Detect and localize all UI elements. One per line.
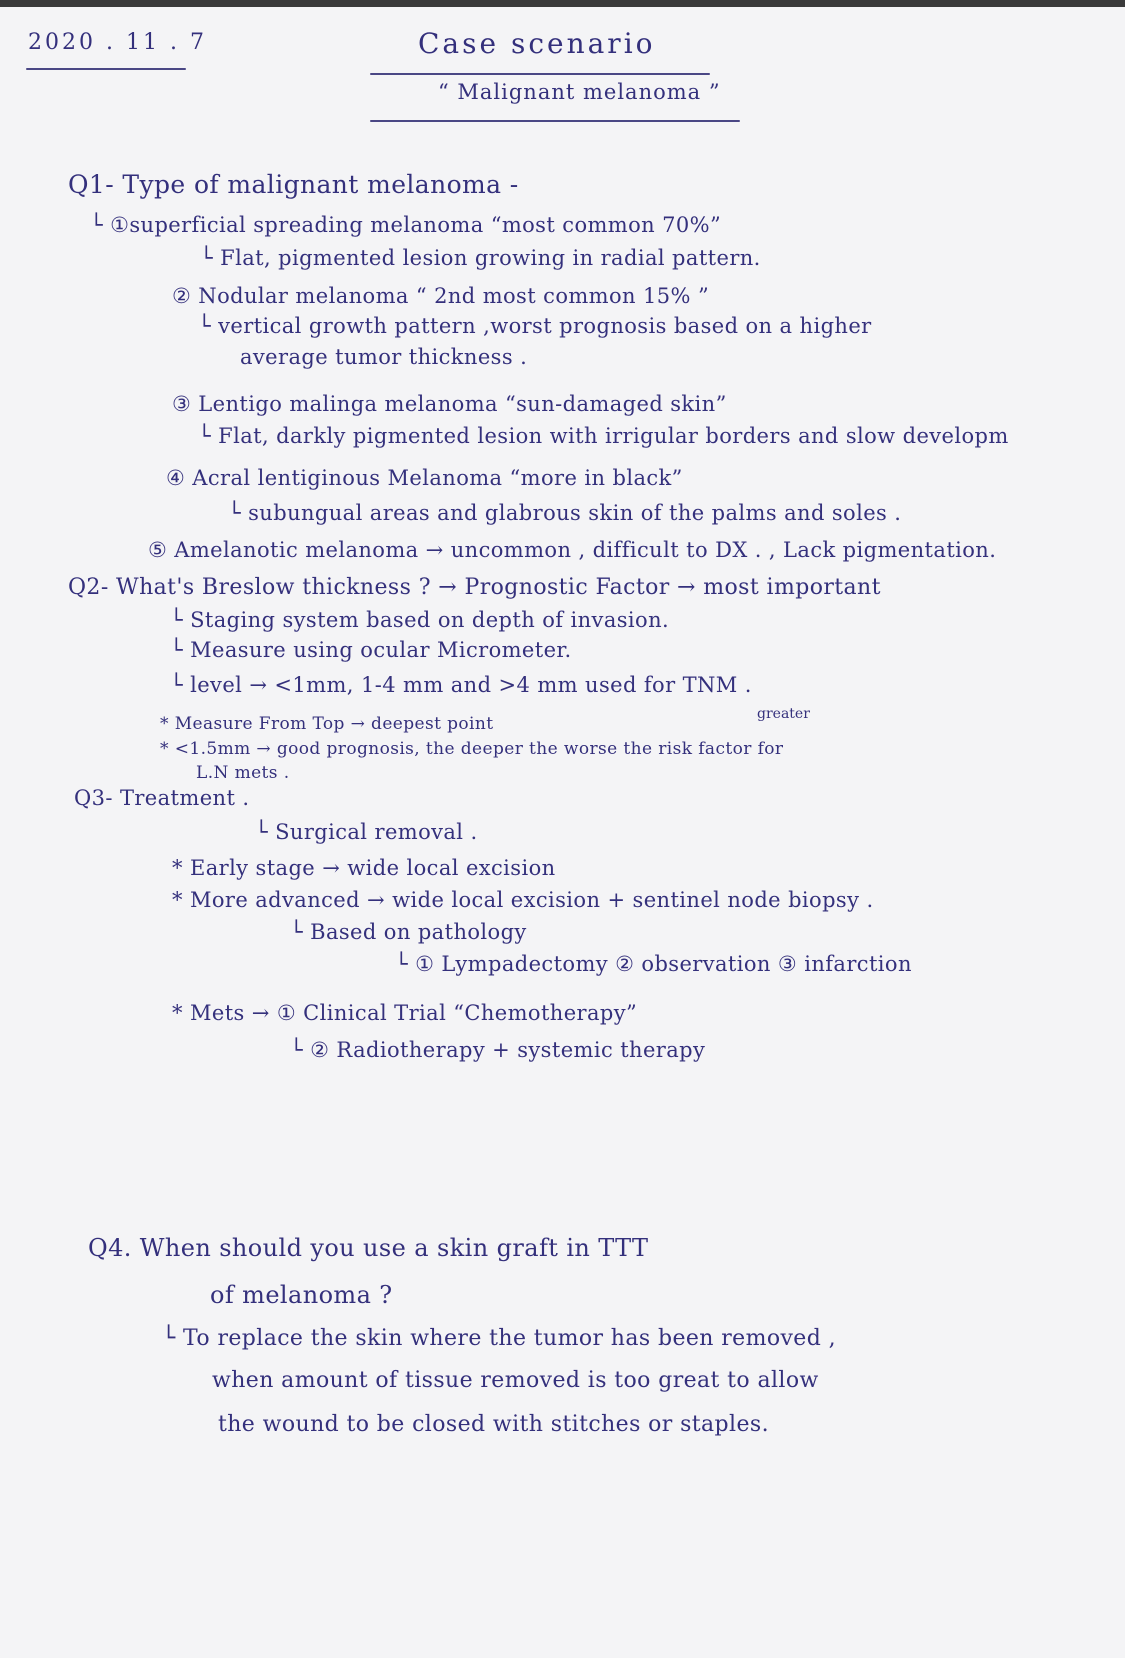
subtitle-underline	[370, 120, 740, 122]
q1-heading: Q1- Type of malignant melanoma -	[68, 170, 519, 199]
q3-line-2: * Early stage → wide local excision	[172, 856, 556, 880]
q4-heading-cont: of melanoma ?	[210, 1281, 393, 1309]
q4-answer-3: the wound to be closed with stitches or staples.	[218, 1412, 769, 1437]
q4-answer-2: when amount of tissue removed is too great to allow	[212, 1368, 819, 1393]
q1-item-4: ④ Acral lentiginous Melanoma “more in black”	[166, 466, 683, 490]
top-edge-bar	[0, 0, 1125, 7]
q1-item-3-detail: └ Flat, darkly pigmented lesion with irrigular borders and slow developm	[198, 424, 1009, 448]
q2-line-5: * <1.5mm → good prognosis, the deeper the worse the risk factor for	[160, 739, 784, 759]
q1-item-1: └ ①superficial spreading melanoma “most common 70%”	[90, 213, 722, 237]
q2-insert-greater: greater	[757, 706, 810, 722]
date-underline	[26, 68, 186, 70]
q2-line-2: └ Measure using ocular Micrometer.	[170, 638, 572, 662]
q1-item-2-detail-cont: average tumor thickness .	[240, 345, 528, 369]
q3-heading: Q3- Treatment .	[74, 786, 250, 810]
q4-heading: Q4. When should you use a skin graft in TTT	[88, 1234, 649, 1262]
q4-answer-1: └ To replace the skin where the tumor has been removed ,	[162, 1326, 836, 1351]
q1-item-5: ⑤ Amelanotic melanoma → uncommon , difficult to DX . , Lack pigmentation.	[148, 538, 997, 562]
q2-line-1: └ Staging system based on depth of invasion.	[170, 608, 670, 632]
q2-heading: Q2- What's Breslow thickness ? → Prognostic Factor → most important	[68, 575, 881, 600]
q2-line-6: L.N mets .	[196, 763, 290, 783]
q1-item-2: ② Nodular melanoma “ 2nd most common 15% ”	[172, 284, 710, 308]
q3-line-3: * More advanced → wide local excision + sentinel node biopsy .	[172, 888, 874, 912]
title-underline	[370, 73, 710, 75]
q1-item-4-detail: └ subungual areas and glabrous skin of the palms and soles .	[228, 501, 902, 525]
q2-line-3: └ level → <1mm, 1-4 mm and >4 mm used for TNM .	[170, 673, 752, 697]
date: 2020 . 11 . 7	[28, 30, 207, 55]
page-title: Case scenario	[418, 27, 656, 60]
q1-item-3: ③ Lentigo malinga melanoma “sun-damaged skin”	[172, 392, 727, 416]
q3-line-7: └ ② Radiotherapy + systemic therapy	[290, 1038, 706, 1062]
q3-line-1: └ Surgical removal .	[255, 820, 478, 844]
q2-line-4: * Measure From Top → deepest point	[160, 714, 494, 734]
q1-item-2-detail: └ vertical growth pattern ,worst prognosis based on a higher	[198, 314, 872, 338]
q3-line-6: * Mets → ① Clinical Trial “Chemotherapy”	[172, 1001, 638, 1025]
page-subtitle: “ Malignant melanoma ”	[438, 80, 721, 104]
q3-line-5: └ ① Lympadectomy ② observation ③ infarction	[395, 952, 912, 976]
q3-line-4: └ Based on pathology	[290, 920, 527, 944]
q1-item-1-detail: └ Flat, pigmented lesion growing in radial pattern.	[200, 246, 761, 270]
